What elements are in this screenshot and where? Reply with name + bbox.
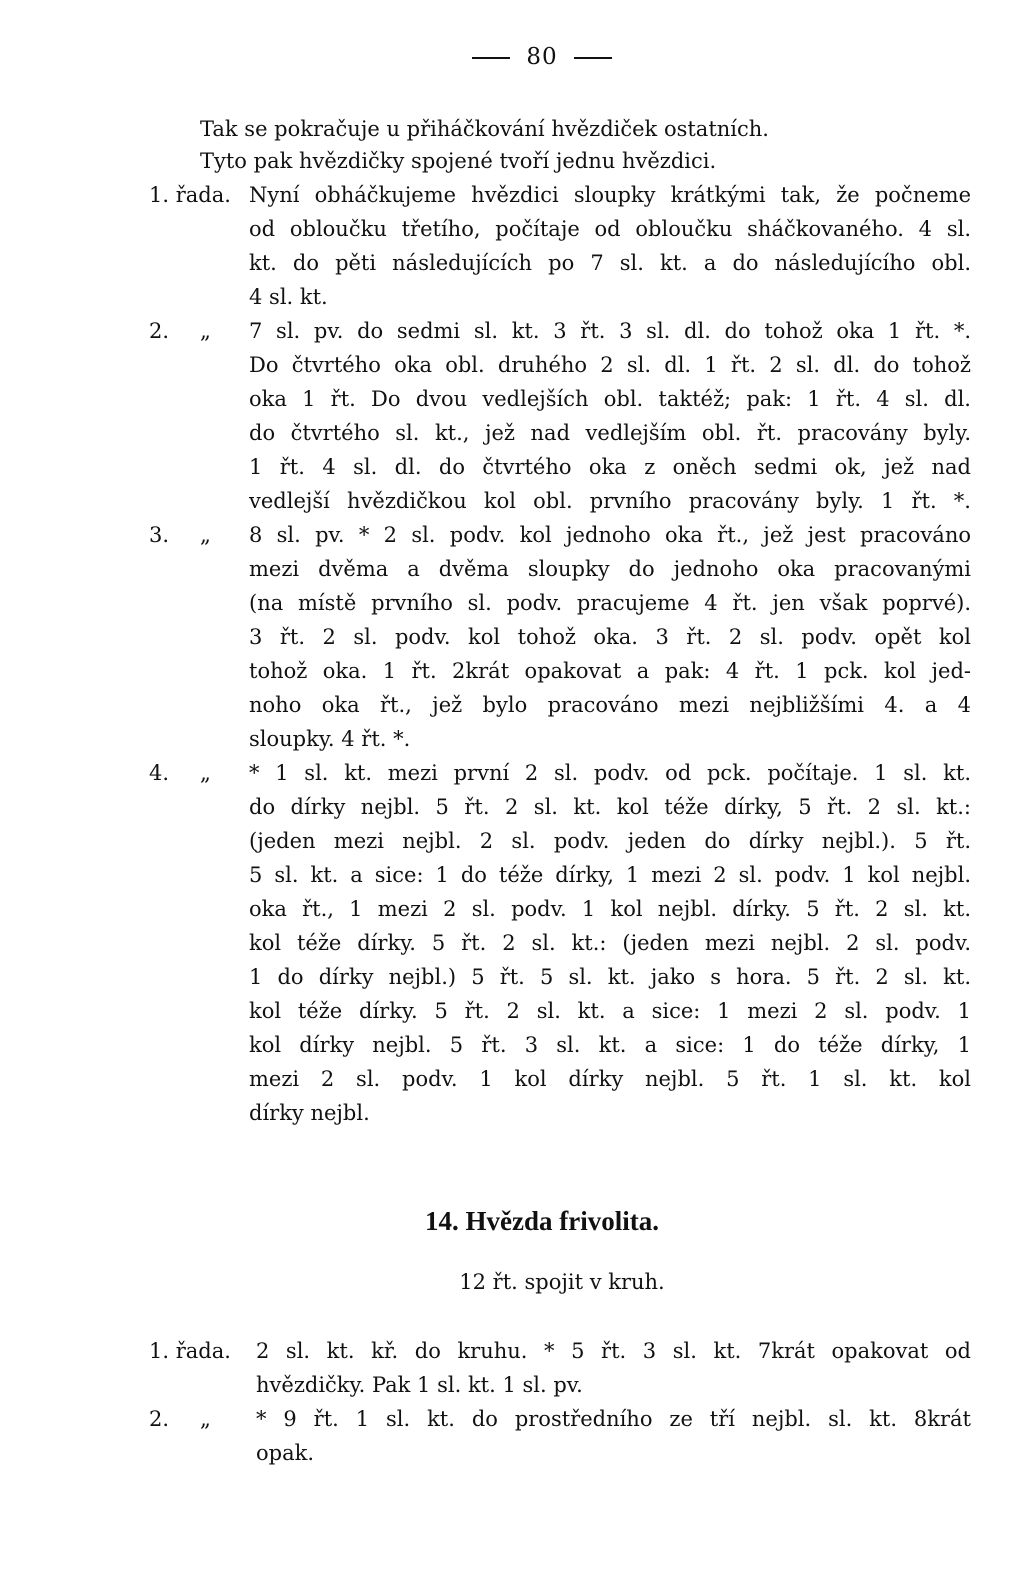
intro-line: Tak se pokračuje u přiháčkování hvězdiček ostatních. bbox=[200, 117, 769, 141]
row-text-line: oka řt., 1 mezi 2 sl. podv. 1 kol nejbl. dírky. 5 řt. 2 sl. kt. bbox=[249, 897, 971, 921]
row-text-line: 7 sl. pv. do sedmi sl. kt. 3 řt. 3 sl. dl. do tohož oka 1 řt. *. bbox=[249, 319, 971, 343]
row-text-line: (jeden mezi nejbl. 2 sl. podv. jeden do dírky nejbl.). 5 řt. bbox=[249, 829, 971, 853]
row-label: 1. řada. bbox=[149, 183, 231, 207]
row-text-line: oka 1 řt. Do dvou vedlejších obl. taktéž; pak: 1 řt. 4 sl. dl. bbox=[249, 387, 971, 411]
page-number-dash-right bbox=[574, 57, 612, 59]
row-text-line: * 9 řt. 1 sl. kt. do prostředního ze tří nejbl. sl. kt. 8krát bbox=[256, 1407, 971, 1431]
row-text-line: do dírky nejbl. 5 řt. 2 sl. kt. kol téže dírky, 5 řt. 2 sl. kt.: bbox=[249, 795, 971, 819]
row-text-line: 8 sl. pv. * 2 sl. podv. kol jednoho oka řt., jež jest pracováno bbox=[249, 523, 971, 547]
row-text-line: mezi 2 sl. podv. 1 kol dírky nejbl. 5 řt. 1 sl. kt. kol bbox=[249, 1067, 971, 1091]
row-text-line: dírky nejbl. bbox=[249, 1101, 370, 1125]
row-label: 3. bbox=[149, 523, 170, 547]
row-text-line: 2 sl. kt. kř. do kruhu. * 5 řt. 3 sl. kt. 7krát opakovat od bbox=[256, 1339, 971, 1363]
row-text-line: noho oka řt., jež bylo pracováno mezi nejbližšími 4. a 4 bbox=[249, 693, 971, 717]
row-text-line: 1 do dírky nejbl.) 5 řt. 5 sl. kt. jako s hora. 5 řt. 2 sl. kt. bbox=[249, 965, 971, 989]
ditto-mark: „ bbox=[200, 523, 211, 547]
row-text-line: vedlejší hvězdičkou kol obl. prvního pracovány byly. 1 řt. *. bbox=[249, 489, 971, 513]
row-text-line: Do čtvrtého oka obl. druhého 2 sl. dl. 1 řt. 2 sl. dl. do tohož bbox=[249, 353, 971, 377]
page-number-dash-left bbox=[472, 57, 510, 59]
row-label: 4. bbox=[149, 761, 170, 785]
page-number-value: 80 bbox=[526, 44, 558, 70]
row-text-line: Nyní obháčkujeme hvězdici sloupky krátkými tak, že počneme bbox=[249, 183, 971, 207]
row-text-line: do čtvrtého sl. kt., jež nad vedlejším obl. řt. pracovány byly. bbox=[249, 421, 971, 445]
row-text-line: sloupky. 4 řt. *. bbox=[249, 727, 411, 751]
row-text-line: od obloučku třetího, počítaje od obloučku sháčkovaného. 4 sl. bbox=[249, 217, 971, 241]
row-text-line: kt. do pěti následujících po 7 sl. kt. a do následujícího obl. bbox=[249, 251, 971, 275]
row-text-line: kol téže dírky. 5 řt. 2 sl. kt.: (jeden mezi nejbl. 2 sl. podv. bbox=[249, 931, 971, 955]
row-text-line: 3 řt. 2 sl. podv. kol tohož oka. 3 řt. 2 sl. podv. opět kol bbox=[249, 625, 971, 649]
ditto-mark: „ bbox=[200, 761, 211, 785]
row-text-line: kol téže dírky. 5 řt. 2 sl. kt. a sice: 1 mezi 2 sl. podv. 1 bbox=[249, 999, 971, 1023]
section-heading: 14. Hvězda frivolita. bbox=[425, 1206, 659, 1236]
row-label: 2. bbox=[149, 1407, 170, 1431]
row-text-line: 4 sl. kt. bbox=[249, 285, 328, 309]
intro-line: Tyto pak hvězdičky spojené tvoří jednu hvězdici. bbox=[200, 149, 717, 173]
row-text-line: 1 řt. 4 sl. dl. do čtvrtého oka z oněch sedmi ok, jež nad bbox=[249, 455, 971, 479]
ditto-mark: „ bbox=[200, 319, 211, 343]
row-text-line: tohož oka. 1 řt. 2krát opakovat a pak: 4 řt. 1 pck. kol jed- bbox=[249, 659, 971, 683]
row-text-line: 5 sl. kt. a sice: 1 do téže dírky, 1 mezi 2 sl. podv. 1 kol nejbl. bbox=[249, 863, 971, 887]
row-text-line: mezi dvěma a dvěma sloupky do jednoho oka pracovanými bbox=[249, 557, 971, 581]
row-text-line: * 1 sl. kt. mezi první 2 sl. podv. od pck. počítaje. 1 sl. kt. bbox=[249, 761, 971, 785]
row-text-line: hvězdičky. Pak 1 sl. kt. 1 sl. pv. bbox=[256, 1373, 583, 1397]
row-text-line: (na místě prvního sl. podv. pracujeme 4 řt. jen však poprvé). bbox=[249, 591, 971, 615]
section-subheading: 12 řt. spojit v kruh. bbox=[459, 1270, 665, 1294]
row-label: 2. bbox=[149, 319, 170, 343]
row-label: 1. řada. bbox=[149, 1339, 231, 1363]
ditto-mark: „ bbox=[200, 1407, 211, 1431]
page-number bbox=[0, 44, 1024, 70]
row-text-line: kol dírky nejbl. 5 řt. 3 sl. kt. a sice: 1 do téže dírky, 1 bbox=[249, 1033, 971, 1057]
row-text-line: opak. bbox=[256, 1441, 315, 1465]
